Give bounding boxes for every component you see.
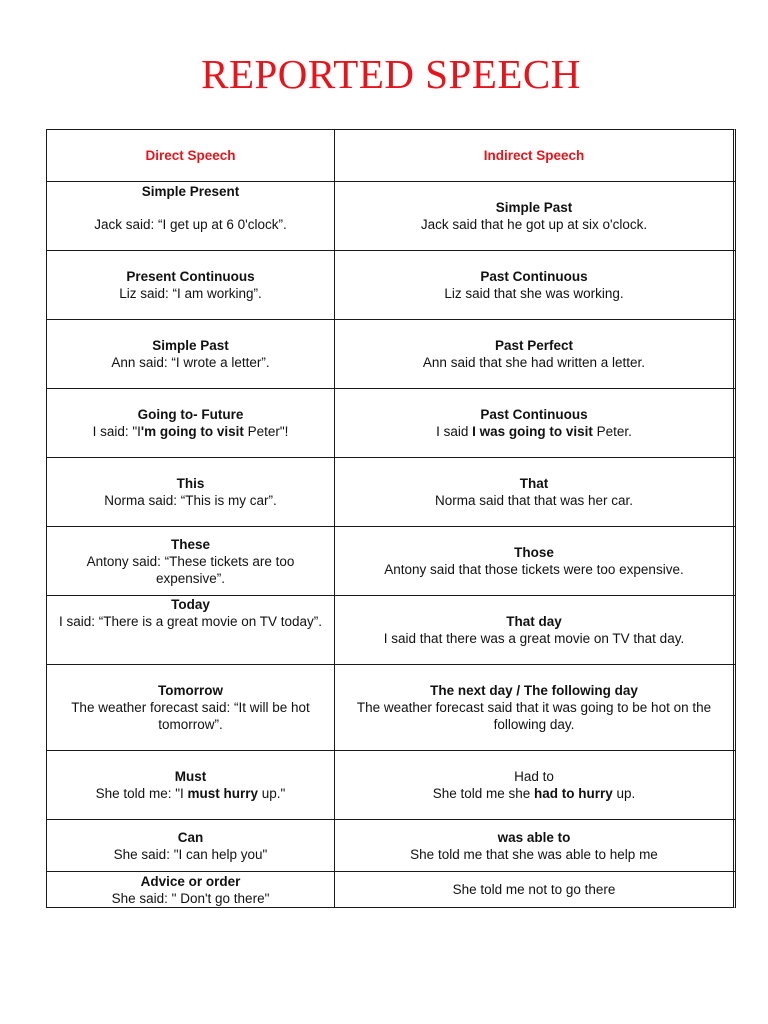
indirect-cell [335, 526, 736, 596]
direct-example: The weather forecast said: “It will be hot tomorrow”. [71, 700, 310, 732]
indirect-tense-label: was able to [497, 829, 571, 845]
direct-example-emphasis: must hurry [187, 786, 259, 801]
header-direct: Direct Speech [145, 148, 236, 163]
direct-example: She said: "I can help you" [113, 846, 268, 862]
table-row [46, 871, 736, 908]
direct-cell [46, 819, 335, 872]
table-row [46, 664, 736, 751]
indirect-example: Antony said that those tickets were too expensive. [384, 562, 684, 577]
indirect-cell [335, 819, 736, 872]
indirect-example: She told me not to go there [452, 882, 616, 897]
indirect-cell [335, 664, 736, 751]
direct-cell [46, 595, 335, 665]
table-header-row [46, 129, 736, 182]
indirect-example: Ann said that she had written a letter. [422, 355, 646, 370]
direct-example: Ann said: “I wrote a letter”. [111, 355, 270, 370]
indirect-example [433, 785, 636, 802]
direct-example: Jack said: “I get up at 6 0'clock”. [94, 217, 287, 232]
indirect-example-text: up. [612, 786, 636, 801]
direct-tense-label: Advice or order [140, 873, 241, 889]
direct-cell [46, 750, 335, 820]
indirect-cell [335, 871, 736, 908]
indirect-example-text: Peter. [592, 424, 632, 439]
table-row [46, 388, 736, 458]
table-row [46, 457, 736, 527]
indirect-example: Jack said that he got up at six o'clock. [420, 217, 648, 232]
direct-cell [46, 871, 335, 908]
indirect-cell [335, 181, 736, 251]
indirect-example: Liz said that she was working. [444, 286, 624, 301]
indirect-tense-label: That day [506, 614, 562, 629]
table-row [46, 319, 736, 389]
header-direct-cell [46, 129, 335, 182]
direct-tense-label: This [176, 476, 205, 491]
indirect-cell [335, 319, 736, 389]
header-indirect: Indirect Speech [483, 148, 585, 163]
table-row [46, 526, 736, 596]
indirect-tense-label: Past Continuous [480, 407, 588, 422]
direct-tense-label: Today [171, 597, 210, 612]
direct-example-emphasis: 'm going to visit [140, 424, 244, 439]
table-row [46, 595, 736, 665]
indirect-cell [335, 750, 736, 820]
direct-example-text: Peter"! [243, 424, 289, 439]
direct-cell [46, 250, 335, 320]
indirect-cell [335, 457, 736, 527]
direct-tense-label: Simple Present [141, 184, 240, 199]
direct-tense-label: Simple Past [152, 338, 229, 353]
direct-example [96, 785, 286, 802]
header-indirect-cell [335, 129, 736, 182]
direct-example-text: I said: "I [92, 424, 141, 439]
indirect-tense-label: Those [514, 545, 554, 560]
indirect-tense-label: Past Continuous [480, 269, 588, 284]
indirect-example: Norma said that that was her car. [434, 493, 634, 508]
direct-example: Norma said: “This is my car”. [104, 493, 277, 508]
indirect-tense-label: Simple Past [495, 200, 573, 215]
indirect-tense-label: That [519, 476, 549, 491]
indirect-example-text: She told me she [432, 786, 534, 801]
direct-example: She said: " Don't go there" [111, 890, 270, 906]
direct-cell [46, 388, 335, 458]
indirect-cell [335, 250, 736, 320]
direct-cell [46, 664, 335, 751]
direct-example-text: up." [258, 786, 286, 801]
indirect-tense-label: Past Perfect [494, 338, 574, 353]
indirect-example: I said that there was a great movie on TV that day. [383, 631, 685, 646]
direct-tense-label: Tomorrow [158, 683, 223, 698]
direct-tense-label: These [170, 536, 211, 552]
indirect-example-emphasis: I was going to visit [472, 424, 593, 439]
direct-tense-label: Can [177, 829, 204, 845]
indirect-example-emphasis: had to hurry [534, 786, 613, 801]
direct-tense-label: Must [174, 769, 207, 784]
indirect-example: The weather forecast said that it was going to be hot on the following day. [356, 700, 712, 732]
direct-cell [46, 319, 335, 389]
direct-example: Antony said: “These tickets are too expensive”. [86, 553, 295, 586]
direct-tense-label: Present Continuous [126, 269, 255, 284]
table-row [46, 250, 736, 320]
indirect-example: She told me that she was able to help me [410, 846, 658, 862]
direct-cell [46, 526, 335, 596]
direct-tense-label: Going to- Future [137, 407, 244, 422]
direct-example [93, 423, 289, 440]
table-row [46, 181, 736, 251]
table-row [46, 750, 736, 820]
table-row [46, 819, 736, 872]
indirect-example [436, 423, 632, 440]
indirect-cell [335, 388, 736, 458]
indirect-cell [335, 595, 736, 665]
direct-cell [46, 457, 335, 527]
direct-example: I said: “There is a great movie on TV today”. [58, 614, 323, 629]
indirect-tense-label: The next day / The following day [430, 683, 638, 698]
direct-cell [46, 181, 335, 251]
direct-example: Liz said: “I am working”. [119, 286, 262, 301]
indirect-example-text: I said [436, 424, 473, 439]
page-title: REPORTED SPEECH [201, 51, 581, 97]
indirect-tense-label: Had to [514, 769, 554, 784]
direct-example-text: She told me: "I [95, 786, 188, 801]
